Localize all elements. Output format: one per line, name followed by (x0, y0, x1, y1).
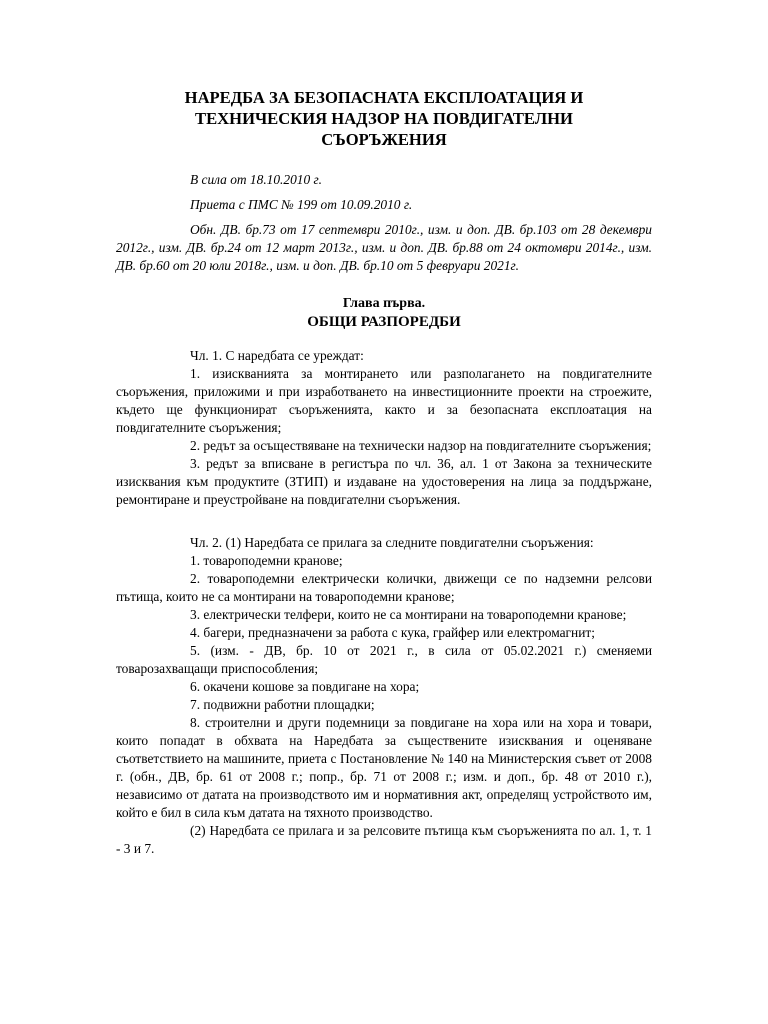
article-2-item: 3. електрически телфери, които не са монтирани на товароподемни кранове; (190, 607, 627, 622)
title-line: НАРЕДБА ЗА БЕЗОПАСНАТА ЕКСПЛОАТАЦИЯ И (184, 88, 584, 107)
article-2-item: 4. багери, предназначени за работа с кука, грайфер или електромагнит; (190, 625, 595, 640)
document-title (136, 87, 632, 150)
article-2-paragraph-2: (2) Наредбата се прилага и за релсовите пътища към съоръженията по ал. 1, т. 1 - 3 и 7. (116, 823, 652, 856)
chapter-title: ОБЩИ РАЗПОРЕДБИ (307, 314, 461, 330)
title-line: ТЕХНИЧЕСКИЯ НАДЗОР НА ПОВДИГАТЕЛНИ (195, 109, 573, 128)
chapter-number: Глава първа. (342, 296, 426, 311)
article-2-item: 2. товароподемни електрически колички, движещи се по надземни релсови пътища, които не са монтирани на товароподемни кранове; (116, 571, 652, 604)
article-2 (116, 534, 652, 858)
article-1-item: 3. редът за вписване в регистъра по чл. 36, ал. 1 от Закона за техническите изисквания към продуктите (ЗТИП) и издаване на удостоверения на лица за поддържане, ремонтиране и преустройване на повдигателни съоръжения. (116, 456, 652, 507)
document-meta (116, 171, 652, 214)
article-1-intro: Чл. 1. С наредбата се уреждат: (190, 348, 364, 363)
article-1-item: 1. изискванията за монтирането или разполагането на повдигателните съоръжения, приложими и при изработването на инвестиционните проекти на строежите, където ще функционират съоръженията, както и за безопасната експлоатация на повдигателните съоръжения; (116, 366, 652, 435)
in-force-date: В сила от 18.10.2010 г. (190, 172, 322, 187)
article-2-item: 6. окачени кошове за повдигане на хора; (190, 679, 420, 694)
article-2-item: 8. строителни и други подемници за повдигане на хора или на хора и товари, които попадат в обхвата на Наредбата за съществените изисквания и оценяване съответствието на машините, приета с Постановление № 140 на Министерския съвет от 2008 г. (обн., ДВ, бр. 61 от 2008 г.; попр., бр. 71 от 2008 г.; изм. и доп., бр. 48 от 2010 г.), независимо от датата на производството им и нормативния акт, определящ устройството им, който е бил в сила към датата на тяхното производство. (116, 715, 652, 820)
article-2-intro: Чл. 2. (1) Наредбата се прилага за следните повдигателни съоръжения: (190, 535, 594, 550)
chapter-heading (116, 294, 652, 332)
article-1-item: 2. редът за осъществяване на технически надзор на повдигателните съоръжения; (190, 438, 652, 453)
publication-history: Обн. ДВ. бр.73 от 17 септември 2010г., изм. и доп. ДВ. бр.103 от 28 декември 2012г., изм. ДВ. бр.24 от 12 март 2013г., изм. и доп. ДВ. бр.88 от 24 октомври 2014г., изм. ДВ. бр.60 от 20 юли 2018г., изм. и доп. ДВ. бр.10 от 5 февруари 2021г. (116, 222, 652, 273)
article-2-item: 5. (изм. - ДВ, бр. 10 от 2021 г., в сила от 05.02.2021 г.) сменяеми товарозахващащи приспособления; (116, 643, 652, 676)
article-2-item: 7. подвижни работни площадки; (190, 697, 375, 712)
article-2-item: 1. товароподемни кранове; (190, 553, 343, 568)
title-line: СЪОРЪЖЕНИЯ (321, 130, 447, 149)
adoption-note: Приета с ПМС № 199 от 10.09.2010 г. (190, 197, 413, 212)
article-1 (116, 347, 652, 509)
